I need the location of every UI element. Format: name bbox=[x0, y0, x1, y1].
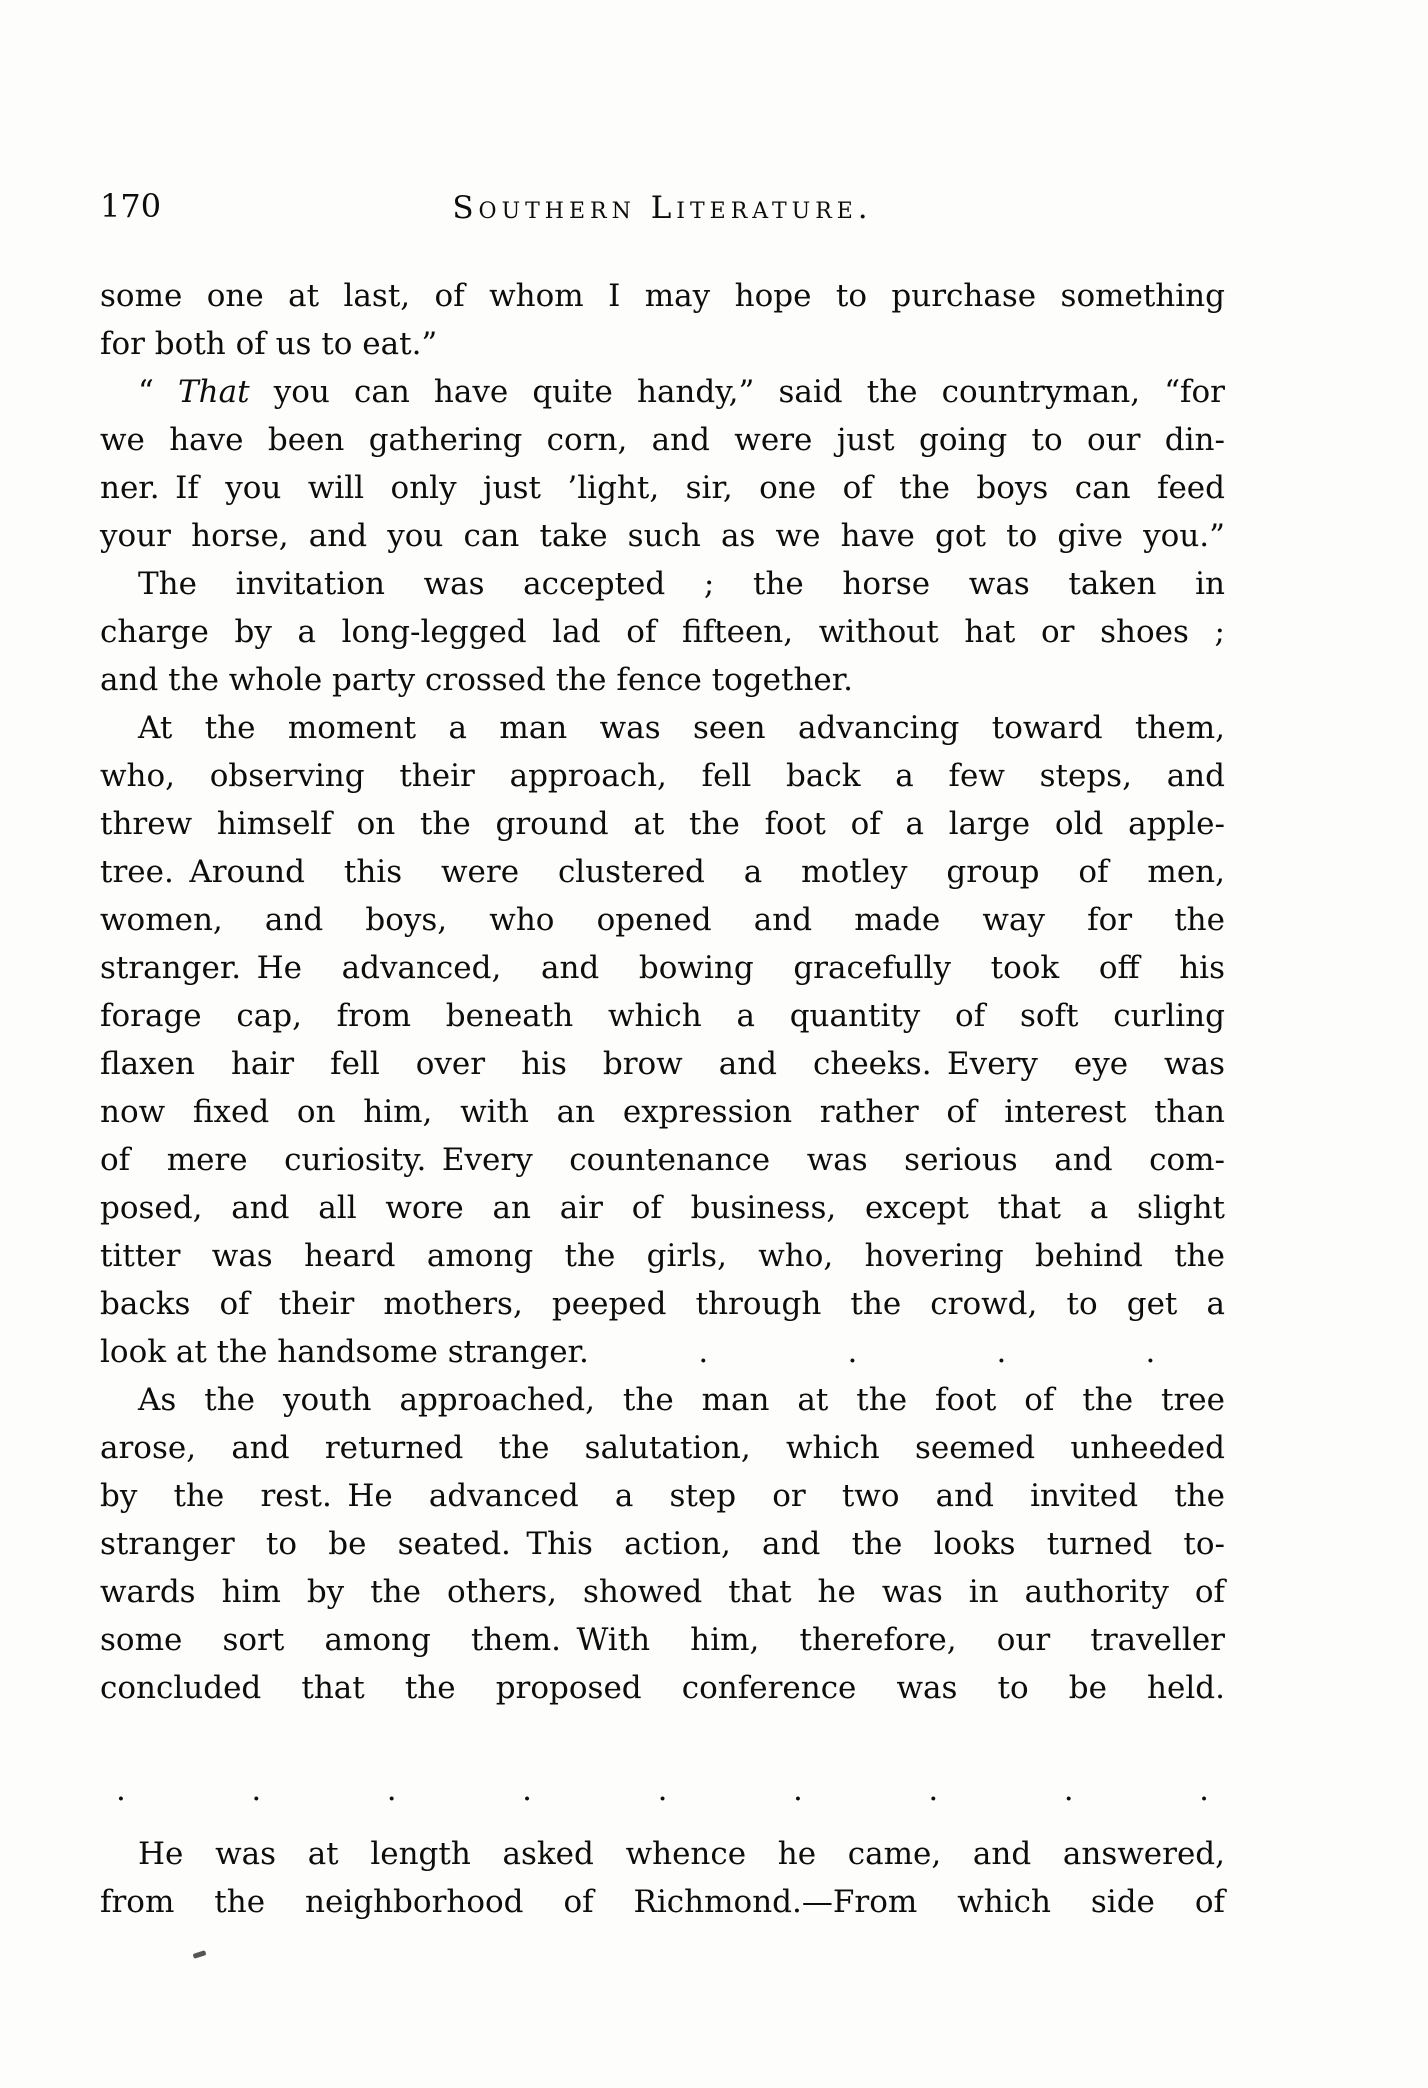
text-line: women, and boys, who opened and made way for the bbox=[100, 902, 1225, 938]
text-line: He was at length asked whence he came, and answered, bbox=[138, 1836, 1225, 1872]
text-line: tree. Around this were clustered a motley group of men, bbox=[100, 854, 1225, 890]
text-line: As the youth approached, the man at the foot of the tree bbox=[138, 1382, 1225, 1418]
ellipsis-dot: . bbox=[522, 1772, 533, 1808]
text-line: titter was heard among the girls, who, hovering behind the bbox=[100, 1238, 1225, 1274]
text-line: arose, and returned the salutation, which seemed unheeded bbox=[100, 1430, 1225, 1466]
paragraph bbox=[100, 1830, 1225, 1926]
paragraph bbox=[100, 272, 1225, 368]
text-line: forage cap, from beneath which a quantity of soft curling bbox=[100, 998, 1225, 1034]
ellipsis-dot: . bbox=[116, 1772, 126, 1808]
ellipsis-row bbox=[100, 1766, 1225, 1814]
text-line: we have been gathering corn, and were just going to our din- bbox=[100, 422, 1225, 458]
print-artifact bbox=[193, 1950, 207, 1959]
text-line: “ That you can have quite handy,” said the countryman, “for bbox=[138, 374, 1226, 410]
ellipsis-dot: . bbox=[1199, 1772, 1209, 1808]
text-line: look at the handsome stranger. . . . . bbox=[100, 1328, 1225, 1376]
ellipsis-dot: . bbox=[792, 1772, 803, 1808]
text-body bbox=[100, 272, 1225, 1926]
text-line: backs of their mothers, peeped through the crowd, to get a bbox=[100, 1286, 1225, 1322]
text-line: At the moment a man was seen advancing toward them, bbox=[138, 710, 1225, 746]
ellipsis-dot: . bbox=[996, 1334, 1007, 1370]
text-line: threw himself on the ground at the foot of a large old apple- bbox=[100, 806, 1225, 842]
text-line: ner. If you will only just ’light, sir, one of the boys can feed bbox=[100, 470, 1225, 506]
paragraph bbox=[100, 560, 1225, 704]
ellipsis-dot: . bbox=[251, 1772, 262, 1808]
text-line: stranger to be seated. This action, and the looks turned to- bbox=[100, 1526, 1225, 1562]
ellipsis-dot: . bbox=[1145, 1334, 1156, 1370]
text-line: and the whole party crossed the fence together. bbox=[100, 662, 854, 698]
text-line: now fixed on him, with an expression rather of interest than bbox=[100, 1094, 1225, 1130]
text-line: flaxen hair fell over his brow and cheeks. Every eye was bbox=[100, 1046, 1225, 1082]
text-line: concluded that the proposed conference was to be held. bbox=[100, 1670, 1225, 1706]
paragraph bbox=[100, 368, 1225, 560]
text-line: some sort among them. With him, therefore, our traveller bbox=[100, 1622, 1225, 1658]
text-line: of mere curiosity. Every countenance was serious and com- bbox=[100, 1142, 1225, 1178]
text-line: The invitation was accepted ; the horse was taken in bbox=[138, 566, 1225, 602]
page-number: 170 bbox=[100, 187, 162, 225]
text-line: who, observing their approach, fell back a few steps, and bbox=[100, 758, 1225, 794]
trailing-dots bbox=[589, 1328, 1225, 1376]
text-line: from the neighborhood of Richmond.—From which side of bbox=[100, 1884, 1225, 1920]
text-line: posed, and all wore an air of business, except that a slight bbox=[100, 1190, 1225, 1226]
ellipsis-dot: . bbox=[386, 1772, 397, 1808]
text-line: for both of us to eat.” bbox=[100, 326, 438, 362]
text-line: some one at last, of whom I may hope to purchase something bbox=[100, 278, 1225, 314]
text-line: wards him by the others, showed that he was in authority of bbox=[100, 1574, 1225, 1610]
ellipsis-dot: . bbox=[928, 1772, 939, 1808]
text-line: by the rest. He advanced a step or two and invited the bbox=[100, 1478, 1225, 1514]
paragraph bbox=[100, 704, 1225, 1376]
ellipsis-dot: . bbox=[657, 1772, 668, 1808]
ellipsis-dot: . bbox=[847, 1334, 858, 1370]
paragraph bbox=[100, 1376, 1225, 1712]
ellipsis-dot: . bbox=[1063, 1772, 1074, 1808]
text-line: your horse, and you can take such as we have got to give you.” bbox=[100, 518, 1225, 554]
text-line: stranger. He advanced, and bowing gracefully took off his bbox=[100, 950, 1225, 986]
ellipsis-dot: . bbox=[698, 1334, 709, 1370]
running-header-title: Southern Literature. bbox=[452, 190, 873, 226]
text-line: charge by a long-legged lad of fifteen, without hat or shoes ; bbox=[100, 614, 1225, 650]
